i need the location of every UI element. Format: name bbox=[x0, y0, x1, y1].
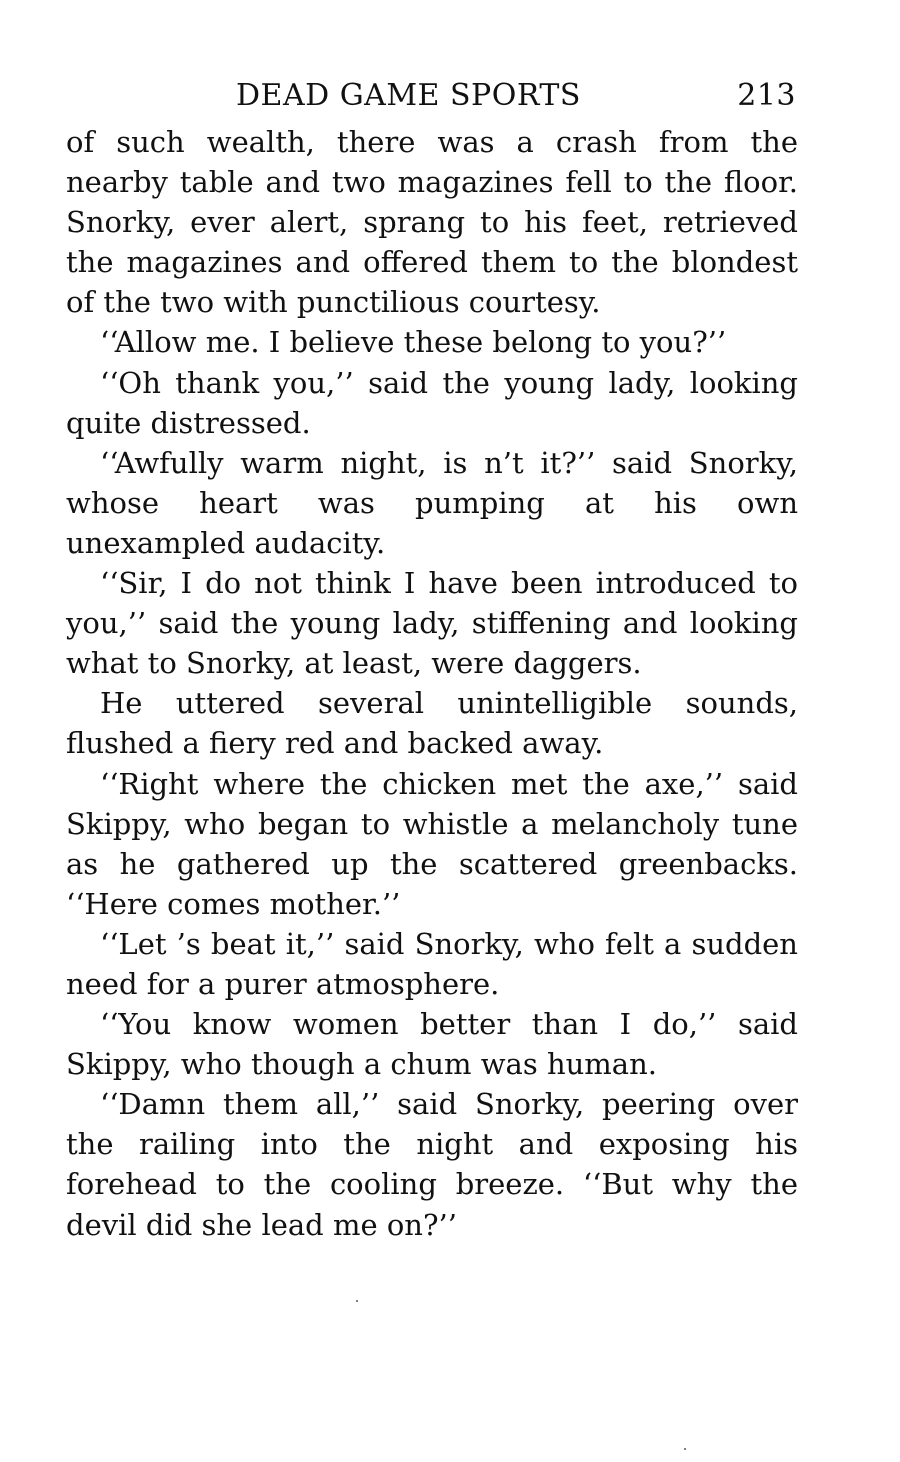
paragraph: ‘‘Damn them all,’’ said Snorky, peering over the railing into the night and exposing his forehead to the cooling breeze. ‘‘But why the devil did she lead me on?’’ bbox=[66, 1087, 798, 1242]
running-head bbox=[66, 78, 798, 122]
paragraph: ‘‘Let ’s beat it,’’ said Snorky, who felt a sudden need for a purer atmosphere. bbox=[66, 926, 798, 1001]
page-number: 213 bbox=[737, 78, 796, 113]
paragraph: ‘‘Sir, I do not think I have been introduced to you,’’ said the young lady, stiffening and looking what to Snorky, at least, were daggers. bbox=[66, 566, 798, 681]
paragraph: He uttered several unintelligible sounds, flushed a fiery red and backed away. bbox=[66, 686, 798, 761]
print-speck bbox=[356, 1300, 358, 1302]
print-speck bbox=[684, 1448, 686, 1450]
body-text bbox=[66, 122, 798, 1245]
paragraph: ‘‘Awfully warm night, is n’t it?’’ said Snorky, whose heart was pumping at his own unexampled audacity. bbox=[66, 445, 798, 560]
paragraph: ‘‘Right where the chicken met the axe,’’ said Skippy, who began to whistle a melancholy tune as he gathered up the scattered greenbacks. ‘‘Here comes mother.’’ bbox=[66, 766, 798, 921]
book-page bbox=[66, 78, 798, 1245]
paragraph: ‘‘Allow me. I believe these belong to you?’’ bbox=[100, 325, 727, 360]
paragraph: ‘‘Oh thank you,’’ said the young lady, looking quite distressed. bbox=[66, 365, 798, 440]
paragraph-continuation: of such wealth, there was a crash from the nearby table and two magazines fell to the floor. Snorky, ever alert, sprang to his feet, retrieved the magazines and offered them to the blondest of the two with punctilious courtesy. bbox=[66, 125, 798, 320]
running-title: DEAD GAME SPORTS bbox=[236, 78, 581, 113]
paragraph: ‘‘You know women better than I do,’’ said Skippy, who though a chum was human. bbox=[66, 1007, 798, 1082]
